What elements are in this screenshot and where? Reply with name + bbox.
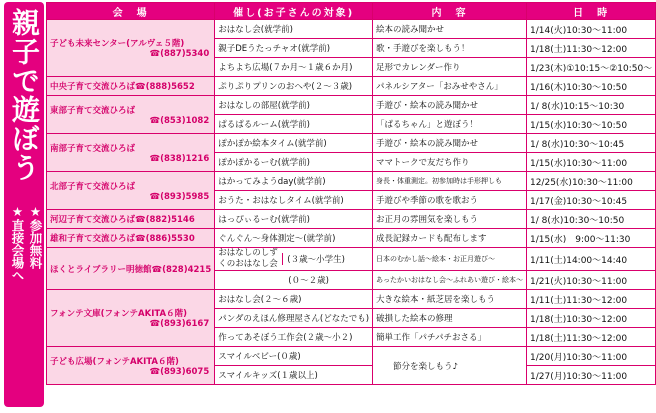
- event-cell: 作ってあそぼう工作会(２歳～小２): [215, 328, 373, 347]
- venue-name: 南部子育て交流ひろば: [50, 143, 136, 154]
- table-row: [47, 248, 656, 271]
- venue-name: ほくとライブラリー明徳館☎(828)4215: [50, 264, 212, 275]
- event-cell: よちよち広場(７か月～１歳６か月): [215, 58, 373, 77]
- date-cell: 1/27(月)10:30～11:00: [526, 366, 655, 385]
- venue-phone: ☎(893)5985: [149, 191, 210, 202]
- venue-name: 河辺子育て交流ひろば☎(882)5146: [50, 215, 195, 225]
- content-cell: 足形でカレンダー作り: [373, 58, 527, 77]
- event-cell: おはなし会(就学前): [215, 20, 373, 39]
- date-cell: 1/15(水)10:30～11:00: [526, 153, 655, 172]
- date-cell: 1/ 8(水)10:15～10:30: [526, 96, 655, 115]
- date-cell: 1/18(土)10:30～12:00: [526, 309, 655, 328]
- venue-cell: [47, 229, 215, 248]
- content-cell: 日本のむかし話～絵本・お正月遊び～: [373, 248, 527, 271]
- venue-cell: [47, 77, 215, 96]
- direct-venue-note: ★直接会場へ: [10, 204, 25, 282]
- table-row: [47, 210, 656, 229]
- event-main-label: おはなしのしずくのおはなし会: [218, 248, 278, 269]
- event-cell: おうた・おはなしタイム(就学前): [215, 191, 373, 210]
- side-banner: [4, 2, 44, 407]
- venue-cell: [47, 96, 215, 134]
- venue-name: 子ども未来センター(アルヴェ５階): [50, 39, 185, 49]
- venue-phone: ☎(893)6167: [149, 319, 210, 329]
- schedule-table: [46, 2, 656, 385]
- table-row: [47, 77, 656, 96]
- event-cell: 親子DEうたっチャオ(就学前): [215, 39, 373, 58]
- venue-name: 雄和子育て交流ひろば☎(886)5530: [50, 234, 195, 244]
- event-cell: おはなしの部屋(就学前): [215, 96, 373, 115]
- venue-phone: ☎(838)1216: [149, 153, 210, 164]
- venue-cell: [47, 210, 215, 229]
- event-cell: スマイルベビー(０歳): [215, 347, 373, 366]
- header-content: 内 容: [373, 3, 527, 20]
- content-cell: 歌・手遊びを楽しもう！: [373, 39, 527, 58]
- date-cell: 1/20(月)10:30～11:00: [526, 347, 655, 366]
- venue-cell: [47, 134, 215, 172]
- content-cell: 成長記録カードも配布します: [373, 229, 527, 248]
- venue-phone: ☎(853)1082: [149, 115, 210, 126]
- free-participation-note: ★参加無料: [28, 204, 43, 269]
- venue-cell: [47, 172, 215, 210]
- venue-phone: ☎(887)5340: [149, 49, 210, 59]
- table-row: [47, 20, 656, 39]
- event-cell: ぷりぷりプリンのおへや(２～３歳): [215, 77, 373, 96]
- event-sub-label: (０～２歳): [288, 276, 329, 286]
- side-title: 親子で遊ぼう: [8, 8, 41, 182]
- content-cell: 手遊び・絵本の読み聞かせ: [373, 96, 527, 115]
- date-cell: 1/17(金)10:30～10:45: [526, 191, 655, 210]
- date-cell: 1/18(土)11:30～12:00: [526, 328, 655, 347]
- content-cell: 節分を楽しもう♪: [373, 347, 527, 385]
- content-cell: 簡単工作「パチパチおさる」: [373, 328, 527, 347]
- side-notes: [4, 204, 44, 282]
- venue-name: 北部子育て交流ひろば: [50, 181, 136, 192]
- content-cell: お正月の雰囲気を楽しもう: [373, 210, 527, 229]
- venue-cell: [47, 20, 215, 77]
- event-cell: [215, 248, 373, 271]
- content-cell: 身長・体重測定。初参加時は手形押しも: [373, 172, 527, 191]
- date-cell: 1/11(土)11:30～12:00: [526, 290, 655, 309]
- table-row: [47, 172, 656, 191]
- content-cell: 「ぱるちゃん」と遊ぼう！: [373, 115, 527, 134]
- event-cell: ぽかぽかるーむ(就学前): [215, 153, 373, 172]
- date-cell: 1/23(木)①10:15～②10:50～: [526, 58, 655, 77]
- content-cell: ママトークで友だち作り: [373, 153, 527, 172]
- content-cell: 絵本の読み聞かせ: [373, 20, 527, 39]
- venue-name: フォンテ文庫(フォンテAKITA６階): [50, 309, 187, 319]
- date-cell: 1/11(土)14:00～14:40: [526, 248, 655, 271]
- event-cell: ぱるぱるルーム(就学前): [215, 115, 373, 134]
- header-venue: 会 場: [47, 3, 215, 20]
- content-cell: 大きな絵本・紙芝居を楽しもう: [373, 290, 527, 309]
- date-cell: 1/18(土)11:30～12:00: [526, 39, 655, 58]
- content-cell: あったかいおはなし会～ふれあい遊び・絵本～: [373, 271, 527, 290]
- content-cell: 手遊び・絵本の読み聞かせ: [373, 134, 527, 153]
- table-row: [47, 290, 656, 309]
- date-cell: 1/15(水) 9:00～11:30: [526, 229, 655, 248]
- venue-name: 子ども広場(フォンテAKITA６階): [50, 356, 179, 367]
- date-cell: 1/15(水)10:30～10:50: [526, 115, 655, 134]
- table-row: [47, 96, 656, 115]
- content-cell: 破損した絵本の修理: [373, 309, 527, 328]
- content-cell: パネルシアター「おみせやさん」: [373, 77, 527, 96]
- header-row: [47, 3, 656, 20]
- venue-name: 中央子育て交流ひろば☎(888)5652: [50, 82, 195, 92]
- event-cell: スマイルキッズ(１歳以上): [215, 366, 373, 385]
- table-row: [47, 134, 656, 153]
- event-sub-label: (３歳～小学生): [282, 253, 345, 265]
- table-row: [47, 347, 656, 366]
- date-cell: 1/ 8(水)10:30～10:50: [526, 210, 655, 229]
- header-event: 催し(お子さんの対象): [215, 3, 373, 20]
- event-cell: ぽかぽか絵本タイム(就学前): [215, 134, 373, 153]
- venue-cell: [47, 248, 215, 290]
- table-row: [47, 229, 656, 248]
- venue-name: 東部子育て交流ひろば: [50, 105, 136, 116]
- event-cell: [215, 271, 373, 290]
- date-cell: 1/14(火)10:30～11:00: [526, 20, 655, 39]
- date-cell: 12/25(水)10:30～11:00: [526, 172, 655, 191]
- event-cell: パンダのえほん修理屋さん(どなたでも): [215, 309, 373, 328]
- venue-cell: [47, 290, 215, 347]
- date-cell: 1/21(火)10:30～11:00: [526, 271, 655, 290]
- event-cell: ぐんぐん～身体測定～(就学前): [215, 229, 373, 248]
- content-cell: 手遊びや季節の歌を歌おう: [373, 191, 527, 210]
- event-cell: はかってみようday(就学前): [215, 172, 373, 191]
- venue-cell: [47, 347, 215, 385]
- venue-phone: ☎(893)6075: [149, 366, 210, 377]
- date-cell: 1/ 8(水)10:30～10:45: [526, 134, 655, 153]
- date-cell: 1/16(木)10:30～10:50: [526, 77, 655, 96]
- header-date: 日 時: [526, 3, 655, 20]
- event-cell: はっぴぃるーむ(就学前): [215, 210, 373, 229]
- event-cell: おはなし会(２～６歳): [215, 290, 373, 309]
